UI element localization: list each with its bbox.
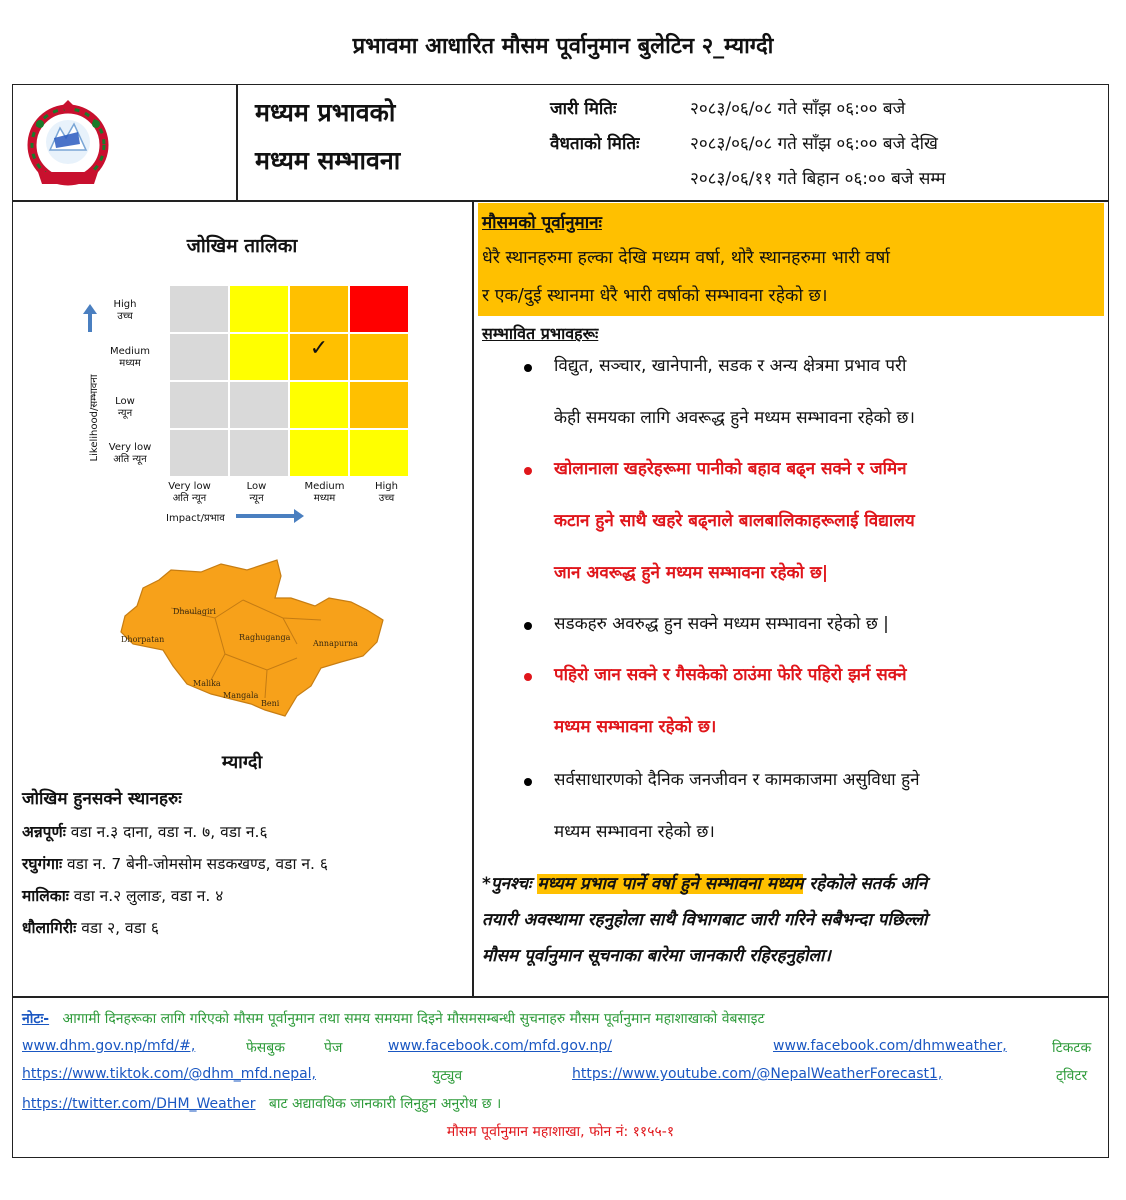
- bullet-icon: [524, 622, 532, 630]
- col-label-low: Low न्यून: [246, 481, 267, 504]
- risk-cell: [290, 286, 348, 332]
- risk-cell: [230, 334, 288, 380]
- risk-cell: [350, 286, 408, 332]
- footer-divider: [12, 996, 1109, 998]
- risk-cell: [230, 430, 288, 476]
- note-prefix: *पुनश्चः: [482, 874, 532, 894]
- bulletin-title: प्रभावमा आधारित मौसम पूर्वानुमान बुलेटिन २_म्याग्दी: [352, 34, 774, 59]
- logo-divider: [236, 84, 238, 201]
- forecast-heading: मौसमको पूर्वानुमानः: [482, 213, 602, 233]
- impact-item: खोलानाला खहरेहरूमा पानीको बहाव बढ्न सक्ने र जमिन कटान हुने साथै खहरे बढ्नाले बालबालिकाहरूलाई विद्यालय जान अवरूद्ध हुने मध्यम सम्भावना रहेको छ|: [554, 459, 915, 583]
- impact-level: मध्यम प्रभावको: [255, 98, 396, 127]
- postscript-note: *पुनश्चः मध्यम प्रभाव पार्ने वर्षा हुने सम्भावना मध्यम रहेकोले सतर्क अनि तयारी अवस्थामा रहनुहोला साथै विभागबाट जारी गरिने सबैभन्दा पछिल्लो मौसम पूर्वानुमान सूचनाका बारेमा जानकारी रहिरहनुहोला।: [482, 874, 928, 966]
- location-item: मालिकाः वडा न.२ लुलाङ, वडा न. ४: [22, 887, 224, 905]
- risk-matrix: [170, 286, 410, 478]
- risk-cell: [350, 334, 408, 380]
- x-arrow-head-icon: [294, 509, 304, 523]
- location-item: धौलागिरीः वडा २, वडा ६: [22, 919, 159, 937]
- bullet-icon: [524, 364, 532, 372]
- website-link[interactable]: www.dhm.gov.np/mfd/#,: [22, 1038, 196, 1054]
- col-label-high: High उच्च: [375, 481, 398, 504]
- map-label-dhorpatan: Dhorpatan: [121, 635, 165, 644]
- footer-line1: नोटः- आगामी दिनहरूका लागि गरिएको मौसम पूर्वानुमान तथा समय समयमा दिइने मौसमसम्बन्धी सुचनाहरु मौसम पूर्वानुमान महाशाखाको वेबसाइट: [22, 1011, 765, 1027]
- y-axis-label: Likelihood/सम्भावना: [89, 374, 100, 462]
- district-map: [115, 558, 390, 728]
- validity-date-label: वैधताको मितिः: [550, 134, 640, 154]
- y-axis-arrow: [88, 312, 92, 332]
- risk-cell: [350, 430, 408, 476]
- row-label-low: Low न्यून: [115, 396, 135, 419]
- validity-to: २०८३/०६/११ गते बिहान ०६:०० बजे सम्म: [690, 169, 946, 189]
- risk-cell: [230, 382, 288, 428]
- risk-cell: [350, 382, 408, 428]
- bullet-icon: [524, 467, 532, 475]
- location-item: अन्नपूर्णः वडा न.३ दाना, वडा न. ७, वडा न.६: [22, 823, 268, 841]
- district-name: म्याग्दी: [221, 752, 263, 773]
- map-label-annapurna: Annapurna: [313, 639, 358, 648]
- risk-locations-list: [22, 816, 462, 944]
- risk-cell: [290, 430, 348, 476]
- col-label-medium: Medium मध्यम: [304, 481, 345, 504]
- row-label-medium: Medium मध्यम: [110, 346, 150, 369]
- map-label-beni: Beni: [261, 699, 280, 708]
- risk-cell: [170, 430, 228, 476]
- forecast-text-line1: धेरै स्थानहरुमा हल्का देखि मध्यम वर्षा, थोरै स्थानहरुमा भारी वर्षा: [482, 248, 890, 268]
- impacts-heading: सम्भावित प्रभावहरूः: [482, 324, 599, 343]
- impact-item: सडकहरु अवरुद्ध हुन सक्ने मध्यम सम्भावना रहेको छ |: [554, 614, 889, 634]
- issue-date-label: जारी मितिः: [550, 99, 617, 119]
- location-item: रघुगंगाः वडा न. 7 बेनी-जोमसोम सडकखण्ड, वडा न. ६: [22, 855, 328, 873]
- risk-cell: [230, 286, 288, 332]
- x-axis-label: Impact/प्रभाव: [166, 513, 225, 524]
- youtube-link[interactable]: https://www.youtube.com/@NepalWeatherForecast1,: [572, 1066, 943, 1082]
- row-label-high: High उच्च: [113, 299, 137, 322]
- map-label-malika: Malika: [193, 679, 221, 688]
- nepal-emblem-icon: [18, 98, 118, 192]
- issue-date-value: २०८३/०६/०८ गते साँझ ०६:०० बजे: [690, 99, 906, 119]
- risk-cell: [170, 286, 228, 332]
- bullet-icon: [524, 673, 532, 681]
- note-highlight: मध्यम प्रभाव पार्ने वर्षा हुने सम्भावना मध्यम: [537, 874, 804, 894]
- y-arrow-head-icon: [83, 304, 97, 314]
- impact-item: पहिरो जान सक्ने र गैसकेको ठाउंमा फेरि पहिरो झर्न सक्ने मध्यम सम्भावना रहेको छ।: [554, 665, 907, 737]
- x-axis-arrow: [236, 514, 296, 518]
- risk-table-title: जोखिम तालिका: [186, 235, 298, 257]
- col-label-very-low: Very low अति न्यून: [168, 481, 211, 504]
- risk-cell: [170, 382, 228, 428]
- footer-line4: https://twitter.com/DHM_Weather बाट अद्यावधिक जानकारी लिनुहुन अनुरोध छ ।: [22, 1096, 502, 1112]
- facebook-link-dhm[interactable]: www.facebook.com/dhmweather,: [773, 1038, 1007, 1054]
- footer-line3: https://www.tiktok.com/@dhm_mfd.nepal, युट्युव https://www.youtube.com/@NepalWeatherForecast1, ट्विटर: [22, 1066, 1088, 1084]
- footer-line2: www.dhm.gov.np/mfd/#, फेसबुक पेज www.facebook.com/mfd.gov.np/ www.facebook.com/dhmweather, टिकटक: [22, 1038, 1092, 1056]
- risk-cell-selected-check-icon: ✓: [290, 334, 348, 380]
- row-label-very-low: Very low अति न्यून: [108, 442, 152, 465]
- note-label: नोटः-: [22, 1011, 50, 1027]
- facebook-link-mfd[interactable]: www.facebook.com/mfd.gov.np/: [388, 1038, 613, 1054]
- twitter-link[interactable]: https://twitter.com/DHM_Weather: [22, 1096, 256, 1112]
- header-divider: [12, 200, 1109, 202]
- risk-locations-title: जोखिम हुनसक्ने स्थानहरुः: [22, 789, 182, 809]
- likelihood-level: मध्यम सम्भावना: [255, 146, 401, 175]
- map-label-mangala: Mangala: [223, 691, 259, 700]
- validity-from: २०८३/०६/०८ गते साँझ ०६:०० बजे देखि: [690, 134, 938, 154]
- column-divider: [472, 200, 474, 997]
- risk-cell: [290, 382, 348, 428]
- forecast-text-line2: र एक/दुई स्थानमा धेरै भारी वर्षाको सम्भावना रहेको छ।: [482, 286, 828, 306]
- map-label-dhaulagiri: Dhaulagiri: [173, 607, 216, 616]
- map-label-raghuganga: Raghuganga: [239, 633, 291, 642]
- impacts-list: [478, 338, 1106, 858]
- impact-item: सर्वसाधारणको दैनिक जनजीवन र कामकाजमा असुविधा हुने मध्यम सम्भावना रहेको छ।: [554, 770, 920, 842]
- risk-cell: [170, 334, 228, 380]
- bullet-icon: [524, 778, 532, 786]
- contact-line: मौसम पूर्वानुमान महाशाखा, फोन नं: ११५५-१: [446, 1124, 675, 1140]
- tiktok-link[interactable]: https://www.tiktok.com/@dhm_mfd.nepal,: [22, 1066, 317, 1082]
- impact-item: विद्युत, सञ्चार, खानेपानी, सडक र अन्य क्षेत्रमा प्रभाव परी केही समयका लागि अवरूद्ध हुने मध्यम सम्भावना रहेको छ।: [554, 356, 915, 428]
